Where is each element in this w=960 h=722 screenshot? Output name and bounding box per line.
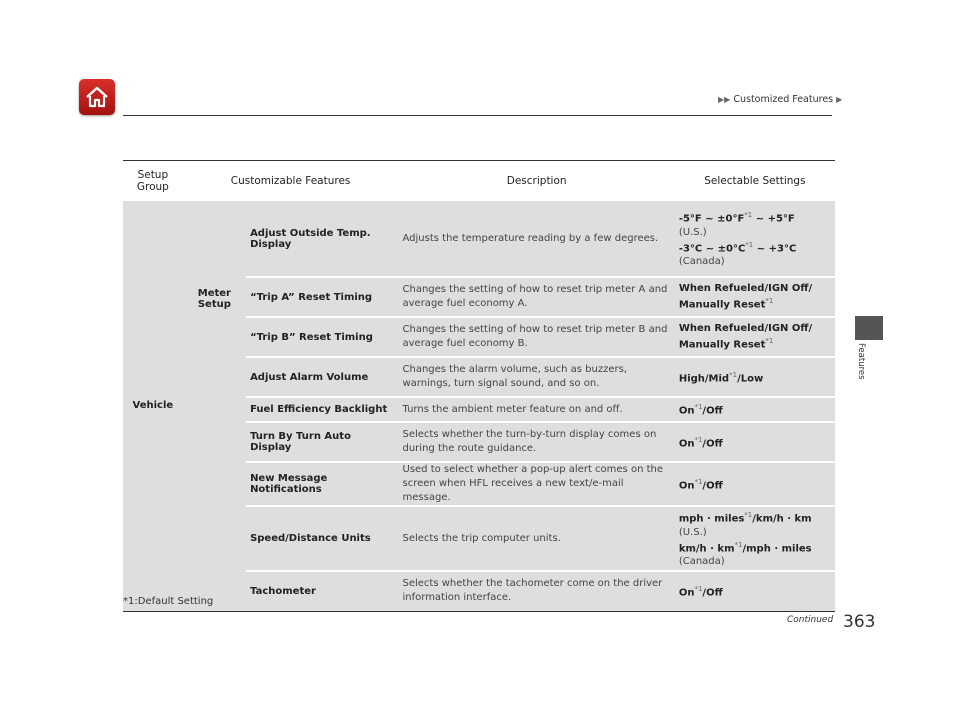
table-header-row — [123, 161, 835, 202]
feature-name: Adjust Outside Temp. Display — [246, 201, 398, 277]
setting-text: When Refueled/IGN Off/ — [678, 283, 813, 295]
setting-text: On — [678, 438, 695, 450]
feature-description: Selects whether the tachometer come on the driver information interface. — [399, 571, 675, 611]
setting-text: /mph · miles — [742, 542, 812, 554]
setting-text: -5°F ~ ±0°F — [678, 213, 745, 225]
feature-description: Selects whether the turn-by-turn display comes on during the route guidance. — [399, 422, 675, 462]
default-marker: *1 — [694, 435, 703, 444]
default-marker: *1 — [744, 211, 753, 220]
feature-settings — [675, 571, 835, 611]
group-vehicle: Vehicle — [123, 201, 183, 611]
setting-text: (Canada) — [678, 255, 725, 267]
setting-text: mph · miles — [678, 513, 745, 525]
setting-text: /Low — [737, 373, 764, 385]
feature-settings — [675, 201, 835, 277]
feature-settings — [675, 317, 835, 357]
header-setup-group: Setup Group — [123, 161, 183, 202]
setting-text: On — [678, 480, 695, 492]
feature-description: Changes the alarm volume, such as buzzers, warnings, turn signal sound, and so on. — [399, 357, 675, 397]
default-marker: *1 — [744, 511, 753, 520]
feature-settings — [675, 277, 835, 317]
feature-name: Speed/Distance Units — [246, 506, 398, 571]
setting-text: (U.S.) — [678, 226, 707, 238]
feature-description: Selects the trip computer units. — [399, 506, 675, 571]
feature-settings — [675, 397, 835, 422]
default-marker: *1 — [745, 240, 754, 249]
feature-settings — [675, 357, 835, 397]
default-marker: *1 — [694, 585, 703, 594]
feature-settings — [675, 506, 835, 571]
setting-text: -3°C ~ ±0°C — [678, 242, 746, 254]
breadcrumb-arrow-icon: ▶ — [836, 95, 843, 104]
default-marker: *1 — [734, 540, 743, 549]
setting-text: /Off — [702, 480, 723, 492]
header-description: Description — [399, 161, 675, 202]
side-tab-label: Features — [856, 343, 866, 380]
setting-text: ~ +3°C — [753, 242, 797, 254]
table-row — [123, 201, 835, 277]
header-customizable-features: Customizable Features — [183, 161, 399, 202]
breadcrumb-label: Customized Features — [733, 94, 834, 105]
feature-name: New Message Notifications — [246, 462, 398, 506]
setting-text: Manually Reset — [678, 339, 766, 351]
feature-name: Turn By Turn Auto Display — [246, 422, 398, 462]
setting-text: km/h · km — [678, 542, 735, 554]
setting-text: High/Mid — [678, 373, 730, 385]
feature-description: Turns the ambient meter feature on and off. — [399, 397, 675, 422]
feature-description: Changes the setting of how to reset trip meter B and average fuel economy B. — [399, 317, 675, 357]
group-meter-setup: Meter Setup — [183, 201, 246, 397]
setting-text: /Off — [702, 405, 723, 417]
setting-text: (U.S.) — [678, 526, 707, 538]
setting-text: (Canada) — [678, 555, 725, 567]
header-rule — [123, 115, 832, 116]
side-tab-label-box — [853, 343, 867, 403]
setting-text: /km/h · km — [752, 513, 812, 525]
default-marker: *1 — [765, 337, 774, 346]
feature-settings — [675, 462, 835, 506]
setting-text: On — [678, 405, 695, 417]
header-selectable-settings: Selectable Settings — [675, 161, 835, 202]
setting-text: /Off — [702, 438, 723, 450]
breadcrumb[interactable] — [718, 94, 842, 105]
feature-name: “Trip A” Reset Timing — [246, 277, 398, 317]
footnote: *1:Default Setting — [123, 596, 214, 607]
home-button[interactable] — [79, 79, 115, 115]
default-marker: *1 — [765, 297, 774, 306]
page-number: 363 — [843, 612, 876, 632]
feature-name: Adjust Alarm Volume — [246, 357, 398, 397]
breadcrumb-arrow-icon: ▶▶ — [718, 95, 731, 104]
default-marker: *1 — [729, 370, 738, 379]
feature-description: Used to select whether a pop-up alert comes on the screen when HFL receives a new text/e-mail message. — [399, 462, 675, 506]
feature-settings — [675, 422, 835, 462]
default-marker: *1 — [694, 477, 703, 486]
feature-description: Adjusts the temperature reading by a few degrees. — [399, 201, 675, 277]
setting-text: ~ +5°F — [752, 213, 795, 225]
setting-text: /Off — [702, 587, 723, 599]
table-row — [123, 397, 835, 422]
feature-name: Fuel Efficiency Backlight — [246, 397, 398, 422]
home-icon — [84, 85, 110, 109]
setting-text: On — [678, 587, 695, 599]
feature-name: Tachometer — [246, 571, 398, 611]
feature-name: “Trip B” Reset Timing — [246, 317, 398, 357]
default-marker: *1 — [694, 403, 703, 412]
side-tab-features[interactable] — [855, 316, 883, 340]
group-meter-setup-cont — [183, 397, 246, 611]
feature-description: Changes the setting of how to reset trip meter A and average fuel economy A. — [399, 277, 675, 317]
features-table — [123, 160, 835, 612]
setting-text: When Refueled/IGN Off/ — [678, 323, 813, 335]
setting-text: Manually Reset — [678, 299, 766, 311]
continued-label: Continued — [787, 615, 834, 625]
